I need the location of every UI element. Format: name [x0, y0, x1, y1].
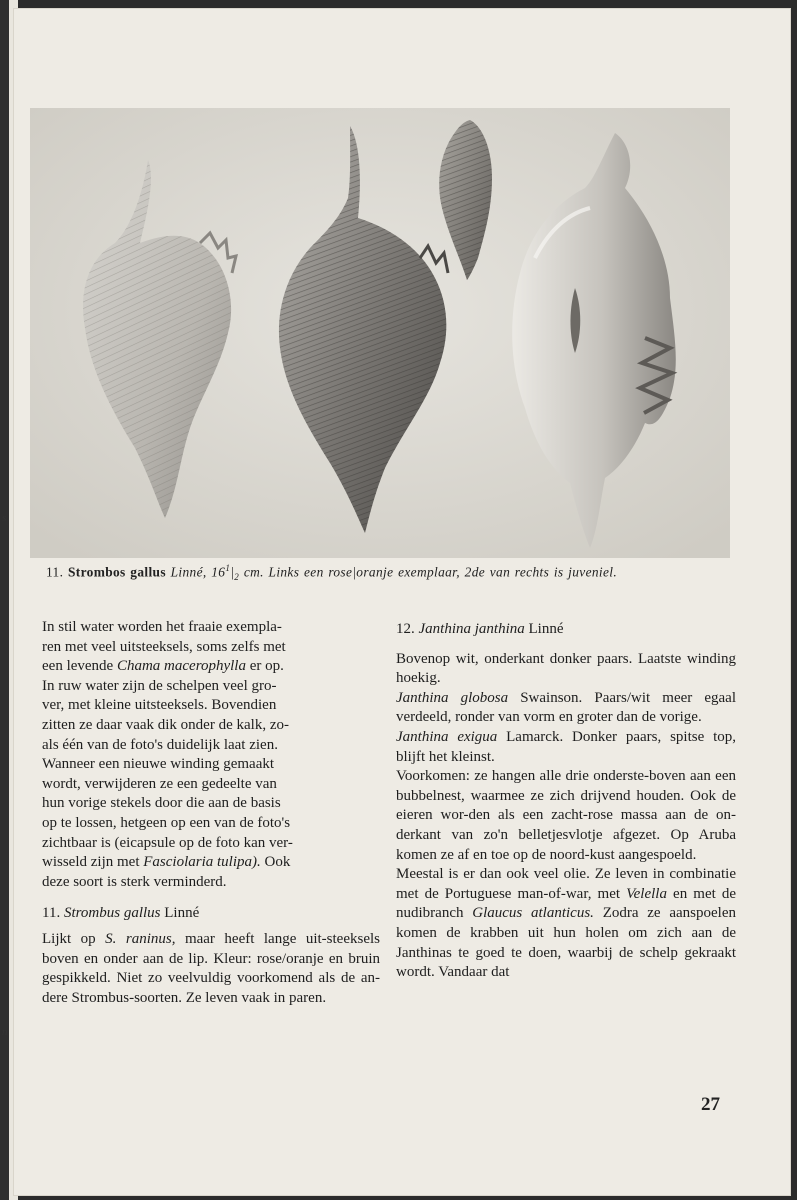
left-column	[42, 618, 380, 1008]
right-paragraph-1: Bovenop wit, onderkant donker paars. Laatste winding hoekig.	[396, 650, 736, 687]
section-heading-12: 12. Janthina janthina Linné	[396, 621, 564, 637]
margin-letter: s	[2, 512, 7, 524]
right-paragraph-5: Meestal is er dan ook veel olie. Ze leven in combinatie met de Portuguese man-of-war, met Velella en met de nudibranch Glaucus atlanticus. Zodra ze aanspoelen komen de krabben uit hun holen om zich aan de Janthinas te goed te doen, waarbij de schelp gekraakt wordt. Vandaar dat	[396, 866, 737, 981]
left-paragraph-2: Lijkt op S. raninus, maar heeft lange uit-steeksels boven en onder aan de lip. Kleur: rose/oranje en bruin gespikkeld. Niet zo veelvuldig voorkomend als de an-dere Strombus-soorten. Ze leven vaak in paren.	[42, 930, 380, 1006]
caption-species: Strombos gallus	[68, 564, 166, 580]
shells-photo	[30, 108, 730, 558]
right-paragraph-4: Voorkomen: ze hangen alle drie onderste-boven aan een bubbelnest, waarmee ze zich drijvend houden. Ook de eieren wor-den als een zacht-rose massa aan de on-derkant van zo'n belletjesvlotje afgezet. Op Aruba komen ze af en toe op de noord-kust aangespoeld.	[396, 768, 736, 863]
figure-caption: 11. Strombos gallus Linné, $16^1|_2$ cm. Links een rose|oranje exemplaar, 2de van rechts is juveniel.	[46, 563, 618, 583]
right-paragraph-2: Janthina globosa Swainson. Paars/wit meer egaal verdeeld, ronder van vorm en groter dan de vorige.	[396, 689, 736, 726]
right-paragraph-3: Janthina exigua Lamarck. Donker paars, spitse top, blijft het kleinst.	[396, 728, 736, 765]
book-page	[13, 8, 791, 1196]
section-heading-11: 11. Strombus gallus Linné	[42, 905, 200, 922]
right-column	[396, 618, 736, 983]
page-number: 27	[701, 1094, 720, 1115]
margin-letter: n	[2, 1026, 8, 1038]
left-paragraph-1: In stil water worden het fraaie exempla- ren met veel uitsteeksels, soms zelfs met een levende Chama macerophylla er op. In ruw water zijn de schelpen veel gro- ver, met kleine uitsteeksels. Bovendien zitten ze daar vaak dik onder de kalk, zo- als één van de foto's duidelijk laat zien. Wanneer een nieuwe winding gemaakt wordt, verwijderen ze een gedeelte van hun vorige stekels door die aan de basis op te lossen, hetgeen op een van de foto's zichtbaar is (eicapsule op de foto kan ver- wisseld zijn met Fasciolaria tulipa). Ook deze soort is sterk verminderd.	[42, 619, 293, 890]
